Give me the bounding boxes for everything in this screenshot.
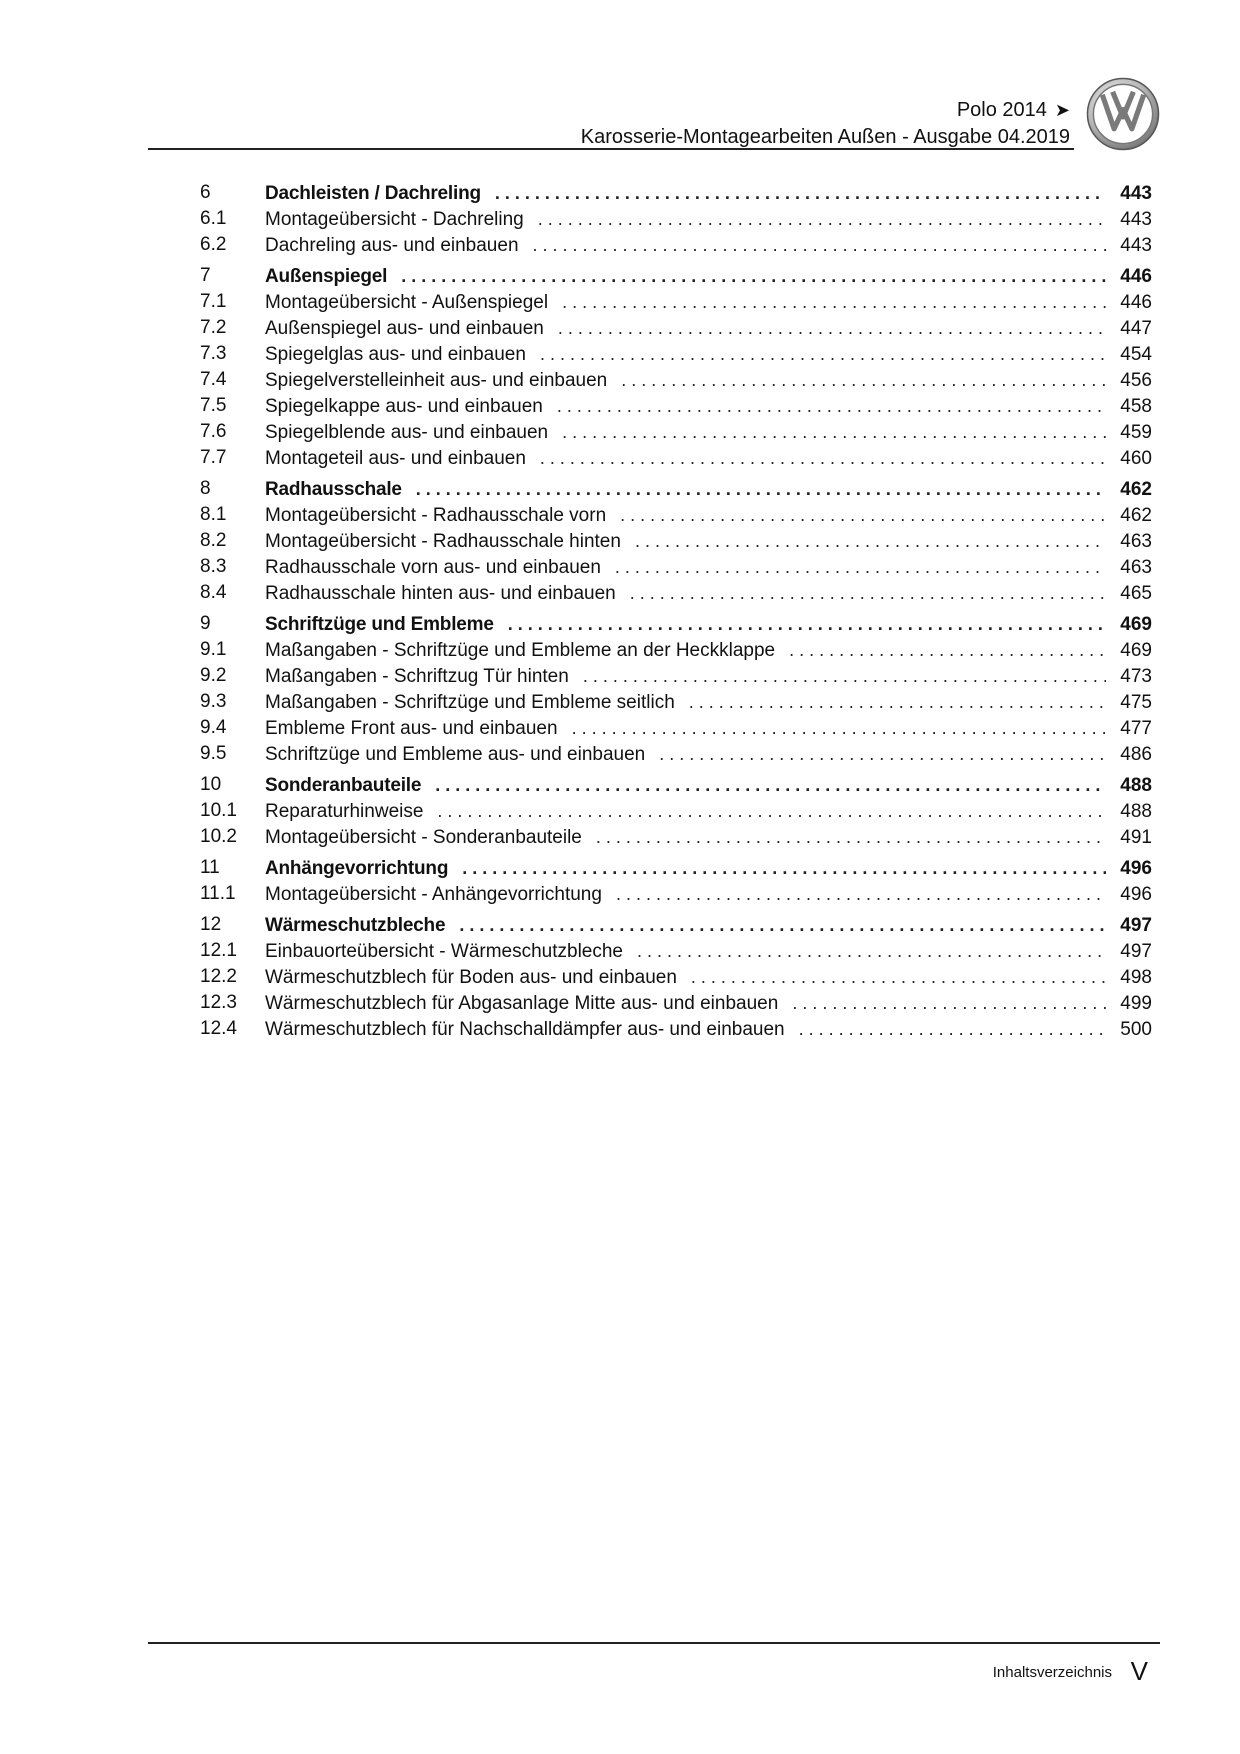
toc-entry-title: Maßangaben - Schriftzug Tür hinten: [265, 666, 569, 687]
toc-entry-number: 8: [200, 478, 211, 499]
toc-entry-number: 9.5: [200, 743, 227, 764]
toc-entry-number: 10: [200, 774, 222, 795]
toc-section-entry[interactable]: [0, 341, 1240, 367]
toc-section-entry[interactable]: [0, 637, 1240, 663]
toc-section-entry[interactable]: [0, 419, 1240, 445]
footer-page-number: V: [1130, 1656, 1148, 1686]
toc-entry-number: 10.1: [200, 800, 237, 821]
toc-section-entry[interactable]: [0, 663, 1240, 689]
toc-section-entry[interactable]: [0, 554, 1240, 580]
table-of-contents: [0, 180, 1240, 1042]
toc-entry-page: 477: [1120, 718, 1152, 739]
toc-entry-number: 8.1: [200, 504, 227, 525]
header-model-text: Polo 2014: [956, 99, 1047, 121]
toc-entry-number: 7.6: [200, 421, 227, 442]
toc-entry-title: Montageübersicht - Dachreling: [265, 209, 524, 230]
toc-entry-number: 7.3: [200, 343, 227, 364]
toc-entry-page: 446: [1120, 292, 1152, 313]
toc-entry-title: Wärmeschutzblech für Nachschalldämpfer aus- und einbauen: [265, 1019, 785, 1040]
toc-chapter-entry[interactable]: [0, 611, 1240, 637]
toc-entry-page: 498: [1120, 967, 1152, 988]
toc-entry-number: 8.2: [200, 530, 227, 551]
dot-leader: [540, 341, 1106, 367]
dot-leader: [459, 912, 1106, 938]
toc-entry-number: 12.3: [200, 992, 237, 1013]
toc-section-entry[interactable]: [0, 232, 1240, 258]
footer-divider: [148, 1642, 1160, 1644]
toc-chapter-entry[interactable]: [0, 180, 1240, 206]
header-title: Karosserie-Montagearbeiten Außen - Ausgabe 04.2019: [580, 126, 1070, 148]
toc-entry-title: Maßangaben - Schriftzüge und Embleme an der Heckklappe: [265, 640, 776, 661]
toc-section-entry[interactable]: [0, 367, 1240, 393]
toc-entry-page: 443: [1120, 183, 1152, 204]
toc-entry-title: Außenspiegel aus- und einbauen: [265, 318, 544, 339]
toc-entry-page: 463: [1120, 531, 1152, 552]
toc-chapter-entry[interactable]: [0, 912, 1240, 938]
toc-entry-page: 447: [1120, 318, 1152, 339]
toc-chapter-entry[interactable]: [0, 855, 1240, 881]
toc-entry-title: Embleme Front aus- und einbauen: [265, 718, 558, 739]
toc-entry-page: 488: [1120, 801, 1152, 822]
toc-section-entry[interactable]: [0, 689, 1240, 715]
toc-entry-title: Spiegelglas aus- und einbauen: [265, 344, 526, 365]
toc-section-entry[interactable]: [0, 1016, 1240, 1042]
toc-section-entry[interactable]: [0, 206, 1240, 232]
toc-entry-number: 7.4: [200, 369, 227, 390]
toc-entry-page: 488: [1120, 775, 1152, 796]
toc-entry-page: 459: [1120, 422, 1152, 443]
toc-section-entry[interactable]: [0, 798, 1240, 824]
toc-entry-page: 475: [1120, 692, 1152, 713]
toc-chapter-entry[interactable]: [0, 772, 1240, 798]
dot-leader: [616, 881, 1106, 907]
toc-entry-page: 462: [1120, 505, 1152, 526]
dot-leader: [615, 554, 1106, 580]
toc-section-entry[interactable]: [0, 393, 1240, 419]
toc-section-entry[interactable]: [0, 990, 1240, 1016]
toc-entry-title: Spiegelkappe aus- und einbauen: [265, 396, 543, 417]
toc-entry-number: 7.2: [200, 317, 227, 338]
dot-leader: [635, 528, 1106, 554]
toc-section-entry[interactable]: [0, 715, 1240, 741]
toc-entry-title: Montageübersicht - Sonderanbauteile: [265, 827, 582, 848]
toc-entry-title: Montageübersicht - Außenspiegel: [265, 292, 549, 313]
toc-entry-number: 6: [200, 182, 211, 203]
toc-section-entry[interactable]: [0, 445, 1240, 471]
toc-entry-number: 7: [200, 265, 211, 286]
toc-entry-title: Einbauorteübersicht - Wärmeschutzbleche: [265, 941, 624, 962]
toc-entry-title: Spiegelblende aus- und einbauen: [265, 422, 549, 443]
toc-entry-page: 456: [1120, 370, 1152, 391]
toc-section-entry[interactable]: [0, 881, 1240, 907]
toc-entry-title: Dachleisten / Dachreling: [265, 183, 481, 204]
dot-leader: [596, 824, 1106, 850]
header-model: [957, 99, 1070, 122]
toc-entry-number: 7.5: [200, 395, 227, 416]
toc-section-entry[interactable]: [0, 580, 1240, 606]
toc-entry-number: 7.1: [200, 291, 227, 312]
toc-entry-title: Wärmeschutzblech für Boden aus- und einbauen: [265, 967, 677, 988]
toc-entry-page: 473: [1120, 666, 1152, 687]
dot-leader: [792, 990, 1106, 1016]
toc-entry-page: 486: [1120, 744, 1152, 765]
dot-leader: [558, 315, 1106, 341]
toc-entry-number: 12.2: [200, 966, 237, 987]
toc-entry-number: 10.2: [200, 826, 237, 847]
dot-leader: [495, 180, 1106, 206]
dot-leader: [540, 445, 1106, 471]
toc-entry-number: 9: [200, 613, 211, 634]
toc-entry-number: 8.4: [200, 582, 227, 603]
toc-entry-page: 469: [1120, 640, 1152, 661]
toc-entry-title: Radhausschale: [265, 479, 402, 500]
toc-entry-page: 497: [1120, 941, 1152, 962]
toc-entry-title: Montageteil aus- und einbauen: [265, 448, 526, 469]
toc-entry-number: 9.1: [200, 639, 227, 660]
vw-logo-icon: [1086, 77, 1160, 151]
dot-leader: [437, 798, 1106, 824]
toc-entry-page: 454: [1120, 344, 1152, 365]
toc-entry-page: 500: [1120, 1019, 1152, 1040]
dot-leader: [401, 263, 1106, 289]
toc-entry-page: 469: [1120, 614, 1152, 635]
toc-entry-title: Wärmeschutzblech für Abgasanlage Mitte aus- und einbauen: [265, 993, 779, 1014]
dot-leader: [416, 476, 1106, 502]
toc-section-entry[interactable]: [0, 315, 1240, 341]
toc-entry-page: 496: [1120, 858, 1152, 879]
toc-entry-title: Schriftzüge und Embleme: [265, 614, 494, 635]
dot-leader: [630, 580, 1106, 606]
toc-entry-page: 499: [1120, 993, 1152, 1014]
dot-leader: [508, 611, 1106, 637]
dot-leader: [562, 289, 1106, 315]
dot-leader: [789, 637, 1106, 663]
dot-leader: [533, 232, 1106, 258]
toc-entry-page: 460: [1120, 448, 1152, 469]
toc-entry-number: 11.1: [200, 883, 236, 904]
toc-entry-number: 6.2: [200, 234, 227, 255]
dot-leader: [562, 419, 1106, 445]
toc-entry-title: Maßangaben - Schriftzüge und Embleme seitlich: [265, 692, 675, 713]
toc-entry-title: Montageübersicht - Anhängevorrichtung: [265, 884, 602, 905]
dot-leader: [659, 741, 1106, 767]
toc-entry-number: 8.3: [200, 556, 227, 577]
toc-entry-title: Anhängevorrichtung: [265, 858, 449, 879]
toc-entry-number: 12.1: [200, 940, 237, 961]
toc-section-entry[interactable]: [0, 528, 1240, 554]
page-header: [0, 0, 1240, 160]
toc-entry-number: 11: [200, 857, 220, 878]
toc-entry-title: Außenspiegel: [265, 266, 388, 287]
toc-entry-page: 458: [1120, 396, 1152, 417]
toc-entry-number: 9.4: [200, 717, 227, 738]
toc-entry-title: Montageübersicht - Radhausschale hinten: [265, 531, 621, 552]
toc-entry-number: 9.2: [200, 665, 227, 686]
toc-entry-page: 443: [1120, 209, 1152, 230]
toc-entry-title: Dachreling aus- und einbauen: [265, 235, 519, 256]
toc-section-entry[interactable]: [0, 289, 1240, 315]
toc-entry-number: 6.1: [200, 208, 227, 229]
toc-entry-page: 496: [1120, 884, 1152, 905]
dot-leader: [583, 663, 1106, 689]
dot-leader: [462, 855, 1106, 881]
toc-entry-number: 12: [200, 914, 222, 935]
toc-entry-title: Montageübersicht - Radhausschale vorn: [265, 505, 607, 526]
header-divider: [148, 148, 1074, 150]
dot-leader: [621, 367, 1106, 393]
toc-entry-page: 462: [1120, 479, 1152, 500]
dot-leader: [572, 715, 1106, 741]
next-arrow-icon: ➤: [1054, 100, 1070, 120]
dot-leader: [689, 689, 1106, 715]
dot-leader: [557, 393, 1106, 419]
dot-leader: [799, 1016, 1106, 1042]
footer-label: Inhaltsverzeichnis: [992, 1664, 1112, 1681]
toc-entry-title: Reparaturhinweise: [265, 801, 424, 822]
dot-leader: [435, 772, 1106, 798]
toc-entry-title: Wärmeschutzbleche: [265, 915, 446, 936]
toc-entry-number: 12.4: [200, 1018, 237, 1039]
dot-leader: [637, 938, 1106, 964]
toc-entry-page: 463: [1120, 557, 1152, 578]
toc-entry-title: Radhausschale hinten aus- und einbauen: [265, 583, 616, 604]
toc-entry-page: 443: [1120, 235, 1152, 256]
toc-entry-page: 497: [1120, 915, 1152, 936]
toc-entry-number: 7.7: [200, 447, 227, 468]
toc-section-entry[interactable]: [0, 502, 1240, 528]
toc-chapter-entry[interactable]: [0, 476, 1240, 502]
toc-entry-title: Sonderanbauteile: [265, 775, 422, 796]
toc-entry-number: 9.3: [200, 691, 227, 712]
dot-leader: [620, 502, 1106, 528]
toc-section-entry[interactable]: [0, 938, 1240, 964]
toc-section-entry[interactable]: [0, 741, 1240, 767]
toc-entry-title: Radhausschale vorn aus- und einbauen: [265, 557, 601, 578]
dot-leader: [538, 206, 1106, 232]
toc-section-entry[interactable]: [0, 824, 1240, 850]
toc-entry-page: 465: [1120, 583, 1152, 604]
toc-entry-page: 491: [1120, 827, 1152, 848]
toc-entry-title: Spiegelverstelleinheit aus- und einbauen: [265, 370, 608, 391]
toc-entry-page: 446: [1120, 266, 1152, 287]
dot-leader: [691, 964, 1106, 990]
toc-section-entry[interactable]: [0, 964, 1240, 990]
toc-entry-title: Schriftzüge und Embleme aus- und einbauen: [265, 744, 646, 765]
toc-chapter-entry[interactable]: [0, 263, 1240, 289]
